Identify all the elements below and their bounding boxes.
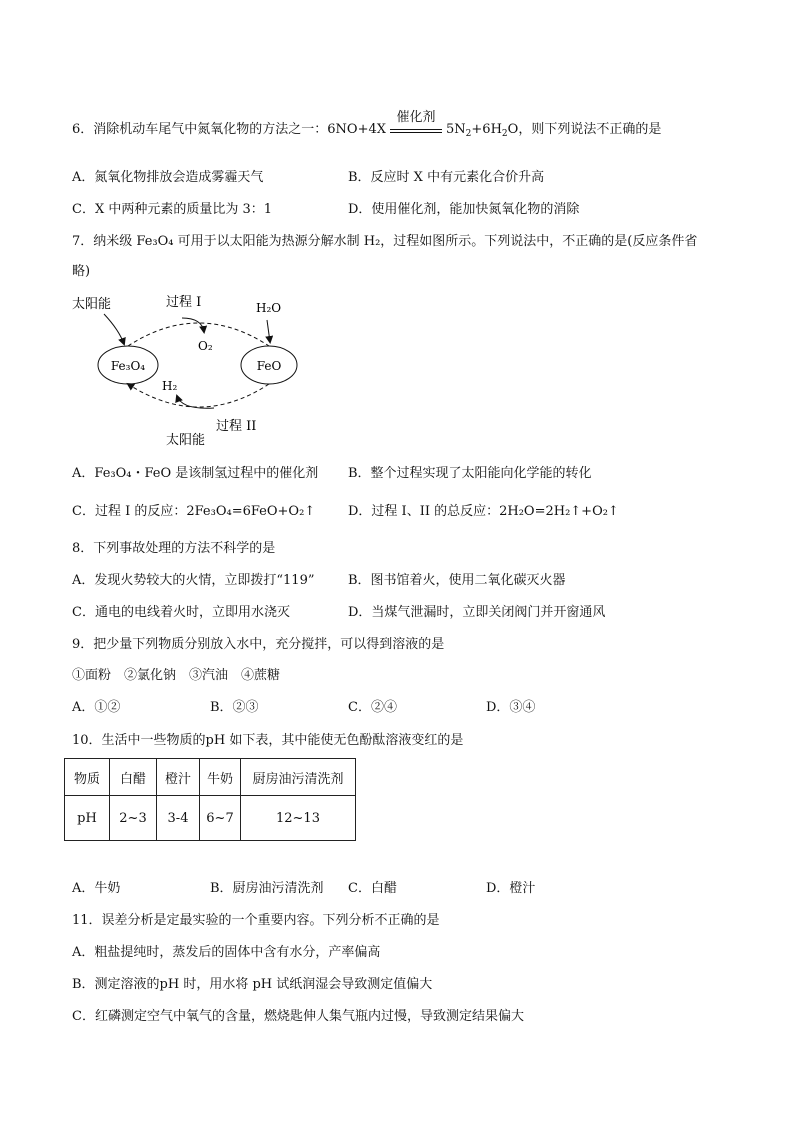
ph-table-header-cell: 白醋 (110, 759, 157, 796)
ph-table-header-cell: 物质 (65, 759, 110, 796)
q7-stem-line2: 略) (72, 264, 91, 279)
q6-option-b[interactable]: B．反应时 X 中有元素化合价升高 (348, 170, 545, 185)
q6-catalyst-label: 催化剂 (396, 110, 436, 125)
ph-table-header-cell: 橙汁 (157, 759, 200, 796)
ph-table-value-row (65, 796, 356, 841)
ph-table-cell: 6~7 (200, 796, 241, 841)
fe3o4-label: Fe₃O₄ (110, 359, 146, 373)
q7-option-c[interactable]: C．过程 I 的反应：2Fe₃O₄=6FeO+O₂↑ (72, 504, 316, 519)
q9-option-b[interactable]: B．②③ (210, 700, 259, 715)
q6-reactant: 6NO+4X (327, 122, 387, 137)
q9-option-c[interactable]: C．②④ (348, 700, 397, 715)
sun-top-label: 太阳能 (72, 297, 112, 312)
process2-dashed-arc (128, 384, 269, 407)
ph-table (64, 758, 356, 841)
q10-option-d[interactable]: D．橙汁 (486, 881, 536, 896)
q11-option-a[interactable]: A．粗盐提纯时，蒸发后的固体中含有水分，产率偏高 (72, 945, 381, 960)
q6-option-c[interactable]: C．X 中两种元素的质量比为 3：1 (72, 202, 273, 217)
q10-option-c[interactable]: C．白醋 (348, 881, 397, 896)
ph-table-cell: pH (65, 796, 110, 841)
q6-prefix: 6．消除机动车尾气中氮氧化物的方法之一： (72, 122, 328, 137)
q7-option-b[interactable]: B．整个过程实现了太阳能向化学能的转化 (348, 466, 592, 481)
process2-label: 过程 II (216, 419, 257, 434)
sun-bottom-label: 太阳能 (166, 433, 206, 448)
q6-product-n2: 5N (446, 122, 466, 137)
feo-label: FeO (256, 359, 282, 373)
q10-option-b[interactable]: B．厨房油污清洗剂 (210, 881, 324, 896)
q6-option-a[interactable]: A．氮氧化物排放会造成雾霾天气 (72, 170, 264, 185)
q11-option-c[interactable]: C．红磷测定空气中氧气的含量，燃烧匙伸人集气瓶内过慢，导致测定结果偏大 (72, 1009, 524, 1024)
q8-option-a[interactable]: A．发现火势较大的火情，立即拨打“119” (72, 573, 315, 588)
q6-option-d[interactable]: D．使用催化剂，能加快氮氧化物的消除 (348, 202, 580, 217)
process1-label: 过程 I (166, 295, 202, 310)
q11-option-b[interactable]: B．测定溶液的pH 时，用水将 pH 试纸润湿会导致测定值偏大 (72, 977, 433, 992)
h2o-arrow (267, 320, 270, 342)
q8-option-b[interactable]: B．图书馆着火，使用二氧化碳灭火器 (348, 573, 566, 588)
ph-table-header-cell: 牛奶 (200, 759, 241, 796)
q7-stem-line1: 7．纳米级 Fe₃O₄ 可用于以太阳能为热源分解水制 H₂，过程如图所示。下列说法中，不正确的是(反应条件省 (72, 234, 698, 249)
q8-option-d[interactable]: D．当煤气泄漏时，立即关闭阀门并开窗通风 (348, 605, 606, 620)
sun-top-arrow (104, 314, 124, 344)
ph-table-header-row (65, 759, 356, 796)
q7-option-d[interactable]: D．过程 I、II 的总反应：2H₂O=2H₂↑+O₂↑ (348, 504, 619, 519)
q10-stem: 10．生活中一些物质的pH 如下表，其中能使无色酚酞溶液变红的是 (72, 733, 464, 748)
h2o-label: H₂O (256, 301, 282, 315)
q6-catalyst-arrow (390, 110, 442, 133)
q9-option-d[interactable]: D．③④ (486, 700, 536, 715)
q6-product-h2o: +6H (471, 122, 502, 137)
q6-o-part: O (507, 122, 519, 137)
ph-table-cell: 3-4 (157, 796, 200, 841)
q10-option-a[interactable]: A．牛奶 (72, 881, 121, 896)
o2-arrow (182, 318, 204, 332)
ph-table-cell: 12~13 (241, 796, 356, 841)
q7-diagram (64, 290, 314, 450)
q6-stem: 6．消除机动车尾气中氮氧化物的方法之一：6NO+4X 催化剂 $5N_2+6H_2O$，则下列说法不正确的是 (72, 118, 661, 139)
ph-table-header-cell: 厨房油污清洗剂 (241, 759, 356, 796)
q9-option-a[interactable]: A．①② (72, 700, 121, 715)
q9-stem: 9．把少量下列物质分别放入水中，充分搅拌，可以得到溶液的是 (72, 637, 445, 652)
q8-option-c[interactable]: C．通电的电线着火时，立即用水浇灭 (72, 605, 290, 620)
h2-label: H₂ (162, 379, 178, 393)
q8-stem: 8．下列事故处理的方法不科学的是 (72, 541, 276, 556)
q11-stem: 11．误差分析是定最实验的一个重要内容。下列分析不正确的是 (72, 913, 440, 928)
ph-table-cell: 2~3 (110, 796, 157, 841)
q9-items: ①面粉 ②氯化钠 ③汽油 ④蔗糖 (72, 668, 281, 683)
o2-label: O₂ (198, 339, 213, 353)
q7-option-a[interactable]: A．Fe₃O₄・FeO 是该制氢过程中的催化剂 (72, 466, 319, 481)
q6-suffix: ，则下列说法不正确的是 (518, 122, 662, 137)
